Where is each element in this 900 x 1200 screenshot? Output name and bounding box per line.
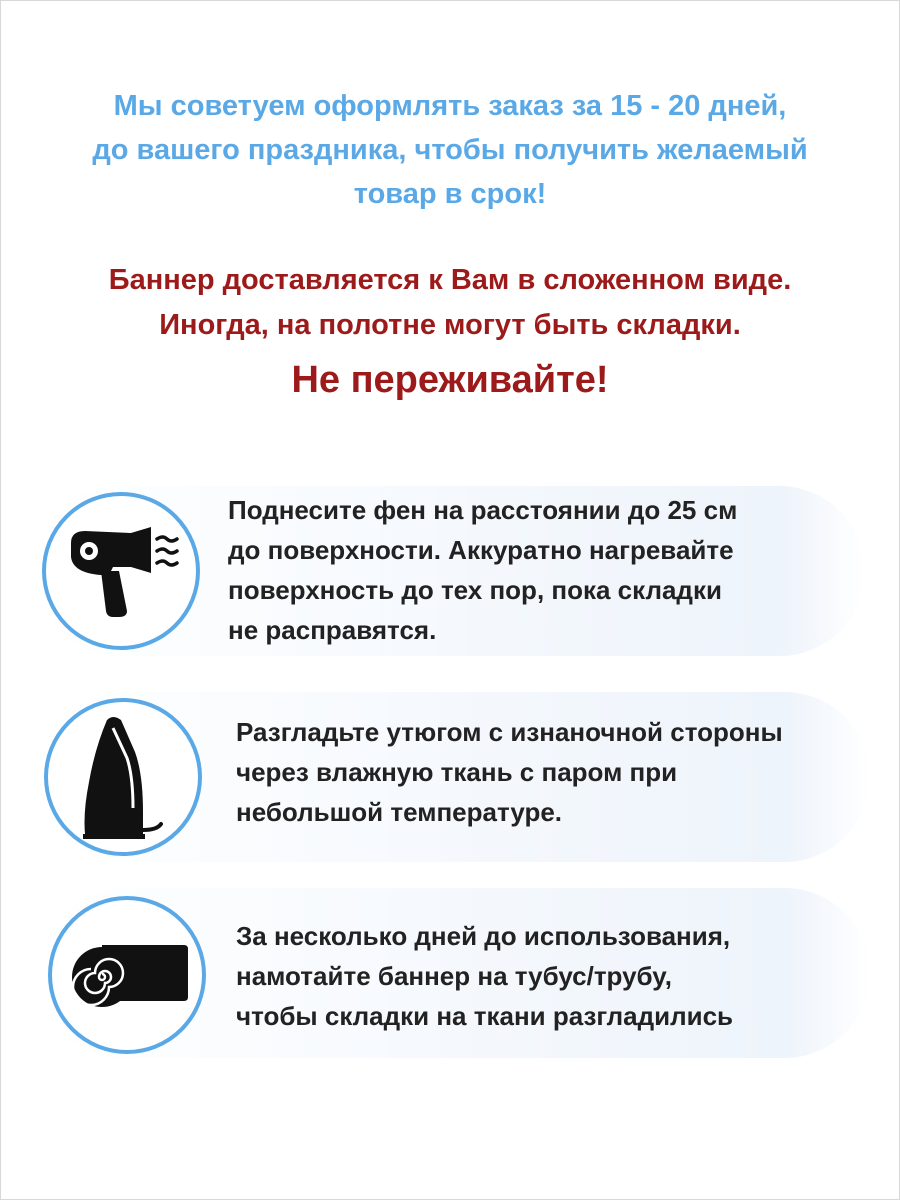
order-advice-line: до вашего праздника, чтобы получить желаемый bbox=[92, 134, 808, 166]
tip-text-hair-dryer bbox=[228, 490, 737, 650]
order-advice-line: товар в срок! bbox=[353, 178, 547, 210]
order-advice-line: Мы советуем оформлять заказ за 15 - 20 дней, bbox=[113, 90, 787, 122]
delivery-warning-line: Баннер доставляется к Вам в сложенном виде. bbox=[108, 264, 792, 296]
tip-icon-circle bbox=[48, 896, 206, 1054]
tip-icon-circle bbox=[44, 698, 202, 856]
delivery-warning bbox=[0, 258, 900, 348]
order-advice bbox=[0, 84, 900, 216]
tip-line: небольшой температуре. bbox=[236, 797, 563, 827]
tip-line: Разгладьте утюгом с изнаночной стороны bbox=[236, 717, 783, 747]
tip-line: до поверхности. Аккуратно нагревайте bbox=[228, 535, 734, 565]
hair-dryer-icon bbox=[61, 521, 181, 621]
tip-icon-circle bbox=[42, 492, 200, 650]
dont-worry-heading: Не переживайте! bbox=[291, 359, 609, 401]
tip-line: За несколько дней до использования, bbox=[236, 921, 731, 951]
tip-line: чтобы складки на ткани разгладились bbox=[236, 1001, 734, 1031]
rolled-banner-icon bbox=[62, 925, 192, 1025]
tip-line: через влажную ткань с паром при bbox=[236, 757, 678, 787]
iron-icon bbox=[73, 712, 173, 842]
tip-line: поверхность до тех пор, пока складки bbox=[228, 575, 722, 605]
tip-line: намотайте баннер на тубус/трубу, bbox=[236, 961, 672, 991]
tip-text-iron bbox=[236, 712, 783, 832]
delivery-warning-line: Иногда, на полотне могут быть складки. bbox=[159, 309, 741, 341]
tip-line: Поднесите фен на расстоянии до 25 см bbox=[228, 495, 738, 525]
tip-text-rolled-banner bbox=[236, 916, 733, 1036]
tip-line: не расправятся. bbox=[228, 615, 437, 645]
